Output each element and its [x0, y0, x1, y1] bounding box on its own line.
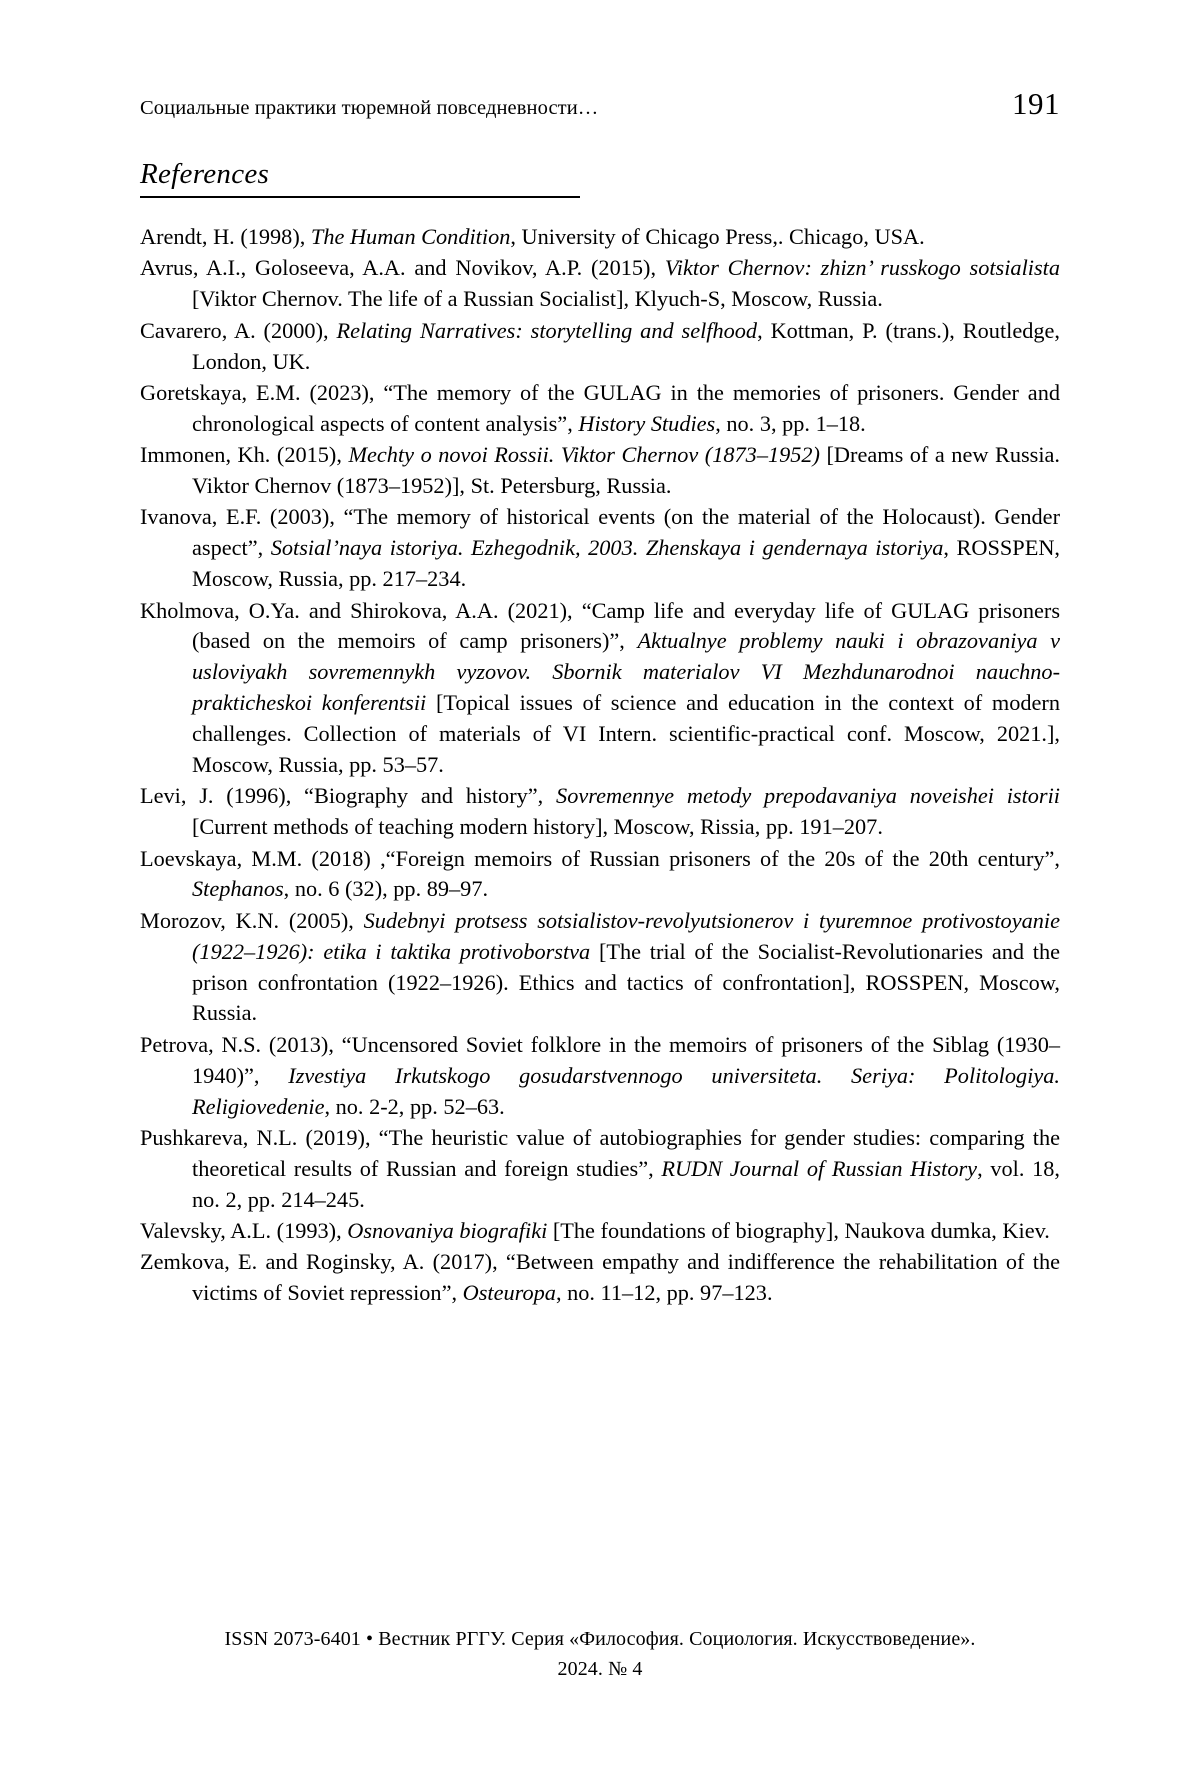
- reference-title-italic: Osteuropa: [462, 1280, 556, 1306]
- reference-text: [The trial of the Socialist-Revolutionaries and the prison confrontation (1922–1926). Ethics and tactics of confrontation], ROSSPEN, Moscow, Russia.: [192, 938, 1060, 1026]
- reference-text: Avrus, A.I., Goloseeva, A.A. and Novikov, A.P. (2015),: [140, 255, 665, 281]
- reference-text: , no. 6 (32), pp. 89–97.: [283, 876, 489, 902]
- reference-text: Arendt, H. (1998),: [140, 224, 311, 249]
- reference-title-italic: Mechty o novoi Rossii. Viktor Chernov (1873–1952): [348, 442, 820, 468]
- reference-entry: [140, 1247, 1060, 1309]
- reference-entry: [140, 906, 1060, 1030]
- reference-text: , no. 3, pp. 1–18.: [715, 410, 866, 436]
- running-head-title: Социальные практики тюремной повседневности…: [140, 97, 599, 119]
- reference-entry: [140, 222, 1060, 253]
- reference-title-italic: Sovremennye metody prepodavaniya noveishei istorii: [556, 783, 1060, 809]
- reference-text: Levi, J. (1996), “Biography and history”,: [140, 783, 557, 809]
- reference-text: Kholmova, O.Ya. and Shirokova, A.A. (2021), “Camp life and everyday life of GULAG prisoners (based on the memoirs of camp prisoners)”,: [140, 597, 1060, 654]
- reference-text: [Current methods of teaching modern history], Moscow, Rissia, pp. 191–207.: [192, 814, 883, 840]
- reference-entry: [140, 1123, 1060, 1216]
- reference-text: Loevskaya, M.M. (2018) ,“Foreign memoirs of Russian prisoners of the 20s of the 20th century”,: [140, 845, 1060, 871]
- reference-entry: [140, 1216, 1060, 1247]
- reference-text: , Kottman, P. (trans.), Routledge, London, UK.: [192, 317, 1060, 374]
- reference-title-italic: Relating Narratives: storytelling and selfhood: [336, 317, 758, 343]
- page-number: 191: [1012, 86, 1060, 121]
- reference-text: Immonen, Kh. (2015),: [140, 442, 349, 468]
- reference-title-italic: Aktualnye problemy nauki i obrazovaniya v usloviyakh sovremennykh vyzovov. Sbornik materialov VI Mezhdunarodnoi nauchno-prakticheskoi konferentsii: [192, 628, 1060, 716]
- reference-text: Petrova, N.S. (2013), “Uncensored Soviet folklore in the memoirs of prisoners of the Siblag (1930–1940)”,: [140, 1031, 1060, 1088]
- section-title: References: [140, 158, 270, 190]
- reference-text: , no. 11–12, pp. 97–123.: [555, 1280, 773, 1306]
- reference-text: [Topical issues of science and education in the context of modern challenges. Collection of materials of VI Intern. scientific-practical conf. Moscow, 2021.], Moscow, Russia, pp. 53–57.: [192, 690, 1060, 777]
- reference-title-italic: History Studies: [578, 410, 716, 436]
- reference-title-italic: The Human Condition: [310, 224, 511, 249]
- reference-entry: [140, 596, 1060, 781]
- reference-list: [140, 222, 1060, 1309]
- reference-text: [Viktor Chernov. The life of a Russian Socialist], Klyuch-S, Moscow, Russia.: [192, 286, 883, 312]
- reference-text: Ivanova, E.F. (2003), “The memory of historical events (on the material of the Holocaust). Gender aspect”,: [140, 504, 1060, 561]
- reference-entry: [140, 1030, 1060, 1123]
- reference-text: Goretskaya, E.M. (2023), “The memory of the GULAG in the memories of prisoners. Gender and chronological aspects of content analysis”,: [140, 379, 1060, 436]
- reference-title-italic: RUDN Journal of Russian History: [661, 1155, 978, 1181]
- reference-text: Pushkareva, N.L. (2019), “The heuristic value of autobiographies for gender studies: comparing the theoretical results of Russian and foreign studies”,: [140, 1124, 1060, 1181]
- reference-text: [The foundations of biography], Naukova dumka, Kiev.: [547, 1218, 1050, 1243]
- footer-line-2: 2024. № 4: [557, 1658, 643, 1680]
- footer-line-1: ISSN 2073-6401 • Вестник РГГУ. Серия «Философия. Социология. Искусствоведение».: [224, 1628, 976, 1650]
- reference-text: [Dreams of a new Russia. Viktor Chernov (1873–1952)], St. Petersburg, Russia.: [192, 442, 1061, 498]
- reference-text: Cavarero, A. (2000),: [140, 317, 337, 343]
- section-rule: [140, 196, 580, 198]
- reference-entry: [140, 316, 1060, 378]
- reference-entry: [140, 781, 1060, 843]
- reference-text: Zemkova, E. and Roginsky, A. (2017), “Between empathy and indifference the rehabilitation of the victims of Soviet repression”,: [140, 1249, 1060, 1306]
- reference-text: , no. 2-2, pp. 52–63.: [324, 1093, 505, 1119]
- reference-title-italic: Sudebnyi protsess sotsialistov-revolyutsionerov i tyuremnoe protivostoyanie (1922–1926): etika i taktika protivoborstva: [192, 907, 1060, 964]
- reference-title-italic: Stephanos: [192, 876, 284, 902]
- reference-entry: [140, 502, 1060, 595]
- reference-entry: [140, 378, 1060, 440]
- reference-text: , ROSSPEN, Moscow, Russia, pp. 217–234.: [192, 535, 1060, 592]
- running-head: [140, 86, 1060, 122]
- reference-text: , University of Chicago Press,. Chicago, USA.: [510, 224, 925, 249]
- reference-text: Valevsky, A.L. (1993),: [140, 1218, 348, 1243]
- reference-text: , vol. 18, no. 2, pp. 214–245.: [192, 1155, 1060, 1212]
- reference-title-italic: Osnovaniya biografiki: [347, 1218, 548, 1243]
- reference-entry: [140, 253, 1060, 315]
- reference-title-italic: Sotsial’naya istoriya. Ezhegodnik, 2003. Zhenskaya i gendernaya istoriya: [270, 535, 944, 561]
- reference-title-italic: Izvestiya Irkutskogo gosudarstvennogo universiteta. Seriya: Politologiya. Religiovedenie: [192, 1062, 1060, 1119]
- reference-text: Morozov, K.N. (2005),: [140, 907, 364, 933]
- reference-entry: [140, 440, 1060, 502]
- page-footer: [0, 1624, 1200, 1684]
- reference-entry: [140, 844, 1060, 906]
- reference-title-italic: Viktor Chernov: zhizn’ russkogo sotsialista: [664, 255, 1060, 281]
